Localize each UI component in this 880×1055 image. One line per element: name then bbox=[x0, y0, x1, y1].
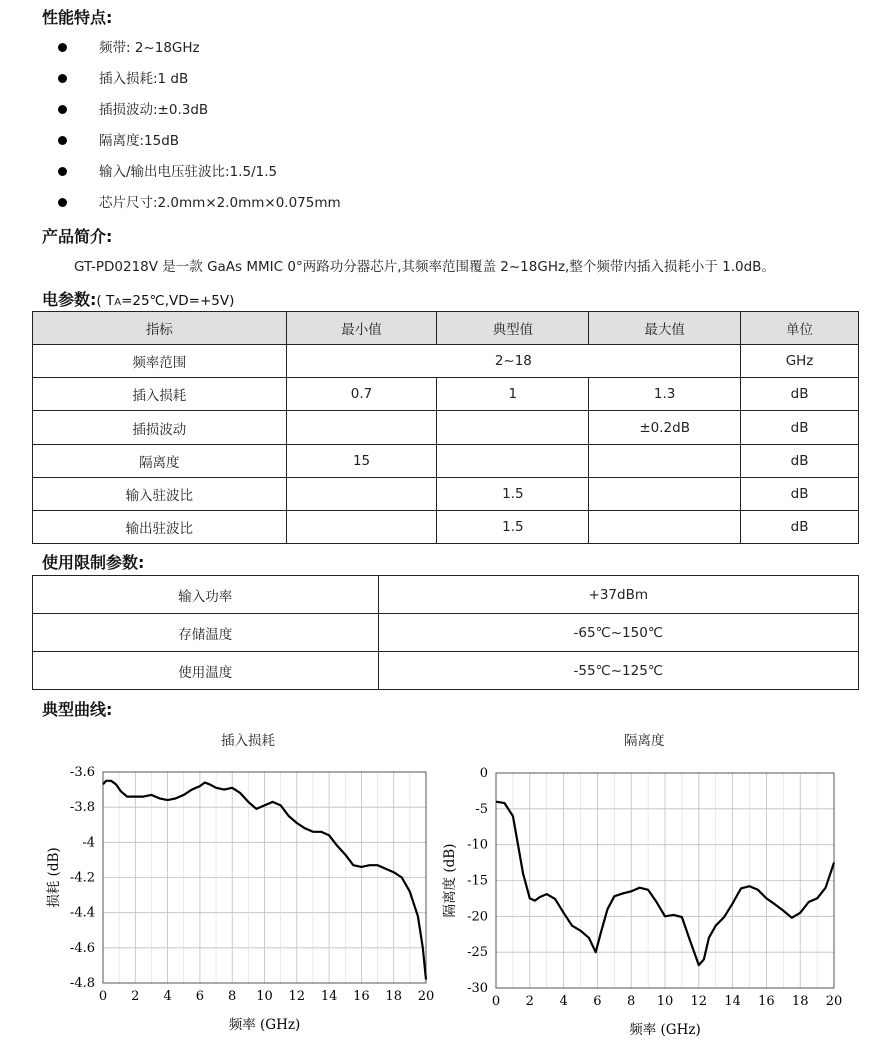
y-tick-label: -4.6 bbox=[69, 940, 95, 956]
feature-text: 插入损耗:1 dB bbox=[99, 70, 189, 87]
y-tick-label: -4.4 bbox=[69, 905, 95, 921]
bullet-dot-icon bbox=[58, 198, 67, 207]
x-tick-label: 10 bbox=[256, 989, 273, 1004]
table-cell: 0.7 bbox=[286, 378, 437, 411]
header-cell: 单位 bbox=[741, 312, 859, 345]
table-cell bbox=[589, 445, 741, 478]
table-row bbox=[33, 652, 859, 690]
bullet-dot-icon bbox=[58, 43, 67, 52]
limits-table bbox=[32, 575, 859, 690]
table-row bbox=[33, 445, 859, 478]
isolation-chart bbox=[437, 760, 857, 1052]
table-cell: 插损波动 bbox=[33, 411, 287, 445]
table-cell: dB bbox=[741, 378, 859, 411]
elec-table bbox=[32, 311, 859, 544]
header-cell: 典型值 bbox=[437, 312, 589, 345]
x-tick-label: 2 bbox=[525, 994, 534, 1009]
limits-heading: 使用限制参数: bbox=[42, 553, 145, 572]
bullet-dot-icon bbox=[58, 167, 67, 176]
x-tick-label: 0 bbox=[491, 994, 501, 1009]
feature-text: 芯片尺寸:2.0mm×2.0mm×0.075mm bbox=[99, 194, 341, 211]
intro-text: GT-PD0218V 是一款 GaAs MMIC 0°两路功分器芯片,其频率范围覆盖 2~18GHz,整个频带内插入损耗小于 1.0dB。 bbox=[74, 259, 775, 275]
table-cell: GHz bbox=[741, 345, 859, 378]
table-cell: 插入损耗 bbox=[33, 378, 287, 411]
chart-title-isolation: 隔离度 bbox=[624, 733, 665, 749]
x-tick-label: 16 bbox=[758, 994, 775, 1009]
y-tick-label: -5 bbox=[475, 801, 488, 817]
y-tick-label: -25 bbox=[467, 945, 488, 961]
x-tick-label: 8 bbox=[228, 989, 237, 1004]
table-row bbox=[33, 411, 859, 445]
y-tick-label: -4.2 bbox=[69, 870, 95, 886]
x-tick-label: 14 bbox=[724, 994, 741, 1009]
insertion-loss-chart bbox=[40, 760, 450, 1050]
table-cell: 输出驻波比 bbox=[33, 511, 287, 544]
y-tick-label: -4.8 bbox=[69, 976, 95, 991]
table-cell: ±0.2dB bbox=[589, 411, 741, 445]
table-cell: dB bbox=[741, 445, 859, 478]
x-tick-label: 18 bbox=[791, 994, 809, 1009]
header-cell: 最大值 bbox=[589, 312, 741, 345]
table-cell: 输入功率 bbox=[33, 576, 379, 614]
x-axis-label: 频率 (GHz) bbox=[629, 1022, 701, 1038]
table-header-row bbox=[33, 312, 859, 345]
bullet-dot-icon bbox=[58, 105, 67, 114]
list-item bbox=[58, 156, 341, 187]
features-list bbox=[58, 32, 341, 218]
x-tick-label: 8 bbox=[627, 994, 636, 1009]
table-row bbox=[33, 511, 859, 544]
x-tick-label: 18 bbox=[385, 989, 402, 1004]
x-tick-label: 0 bbox=[98, 989, 108, 1004]
list-item bbox=[58, 32, 341, 63]
y-tick-label: -3.8 bbox=[69, 800, 95, 816]
table-row bbox=[33, 345, 859, 378]
table-cell: 隔离度 bbox=[33, 445, 287, 478]
table-cell: 1.5 bbox=[437, 478, 589, 511]
x-tick-label: 14 bbox=[320, 989, 338, 1004]
table-cell: dB bbox=[741, 411, 859, 445]
x-tick-label: 4 bbox=[163, 989, 172, 1004]
x-tick-label: 12 bbox=[288, 989, 306, 1004]
list-item bbox=[58, 94, 341, 125]
x-tick-label: 4 bbox=[559, 994, 568, 1009]
x-tick-label: 6 bbox=[195, 989, 205, 1004]
table-cell bbox=[589, 511, 741, 544]
x-tick-label: 10 bbox=[656, 994, 674, 1009]
elec-condition: ( TA=25℃,VD=+5V) bbox=[96, 293, 235, 309]
y-tick-label: 0 bbox=[479, 766, 488, 781]
header-cell: 最小值 bbox=[286, 312, 437, 345]
table-cell: 2~18 bbox=[286, 345, 740, 378]
table-cell bbox=[437, 445, 589, 478]
feature-text: 频带: 2~18GHz bbox=[99, 39, 200, 56]
y-tick-label: -3.6 bbox=[69, 765, 95, 780]
table-cell: 输入驻波比 bbox=[33, 478, 287, 511]
table-cell: 使用温度 bbox=[33, 652, 379, 690]
table-row bbox=[33, 576, 859, 614]
curves-heading: 典型曲线: bbox=[42, 700, 113, 719]
table-cell bbox=[286, 511, 437, 544]
y-tick-label: -4 bbox=[82, 835, 95, 851]
x-tick-label: 6 bbox=[593, 994, 602, 1009]
list-item bbox=[58, 187, 341, 218]
header-cell: 指标 bbox=[33, 312, 287, 345]
y-tick-label: -10 bbox=[467, 837, 488, 853]
x-tick-label: 12 bbox=[690, 994, 708, 1009]
features-heading: 性能特点: bbox=[42, 8, 113, 27]
table-row bbox=[33, 478, 859, 511]
table-cell: dB bbox=[741, 478, 859, 511]
x-axis-label: 频率 (GHz) bbox=[228, 1017, 301, 1033]
table-row bbox=[33, 378, 859, 411]
table-cell: 1.5 bbox=[437, 511, 589, 544]
x-tick-label: 20 bbox=[825, 994, 843, 1009]
table-cell: dB bbox=[741, 511, 859, 544]
table-cell bbox=[286, 478, 437, 511]
table-cell bbox=[589, 478, 741, 511]
bullet-dot-icon bbox=[58, 74, 67, 83]
chart-title-insertion-loss: 插入损耗 bbox=[221, 733, 275, 749]
elec-title: 电参数: bbox=[42, 290, 97, 309]
x-tick-label: 20 bbox=[417, 989, 435, 1004]
intro-heading: 产品简介: bbox=[42, 227, 113, 246]
table-cell: 1.3 bbox=[589, 378, 741, 411]
table-cell: 15 bbox=[286, 445, 437, 478]
y-tick-label: -20 bbox=[467, 909, 488, 925]
x-tick-label: 2 bbox=[131, 989, 140, 1004]
table-cell: -65℃~150℃ bbox=[378, 614, 858, 652]
table-cell: +37dBm bbox=[378, 576, 858, 614]
y-axis-label: 隔离度 (dB) bbox=[442, 843, 458, 918]
y-tick-label: -30 bbox=[467, 981, 488, 996]
table-cell: 频率范围 bbox=[33, 345, 287, 378]
table-cell: 存储温度 bbox=[33, 614, 379, 652]
list-item bbox=[58, 125, 341, 156]
bullet-dot-icon bbox=[58, 136, 67, 145]
feature-text: 隔离度:15dB bbox=[99, 132, 180, 149]
feature-text: 输入/输出电压驻波比:1.5/1.5 bbox=[99, 163, 278, 180]
table-cell: 1 bbox=[437, 378, 589, 411]
table-cell bbox=[286, 411, 437, 445]
y-axis-label: 损耗 (dB) bbox=[46, 847, 62, 908]
x-tick-label: 16 bbox=[353, 989, 370, 1004]
table-row bbox=[33, 614, 859, 652]
y-tick-label: -15 bbox=[467, 873, 488, 889]
table-cell bbox=[437, 411, 589, 445]
table-cell: -55℃~125℃ bbox=[378, 652, 858, 690]
list-item bbox=[58, 63, 341, 94]
elec-heading bbox=[42, 287, 234, 310]
feature-text: 插损波动:±0.3dB bbox=[99, 101, 209, 118]
